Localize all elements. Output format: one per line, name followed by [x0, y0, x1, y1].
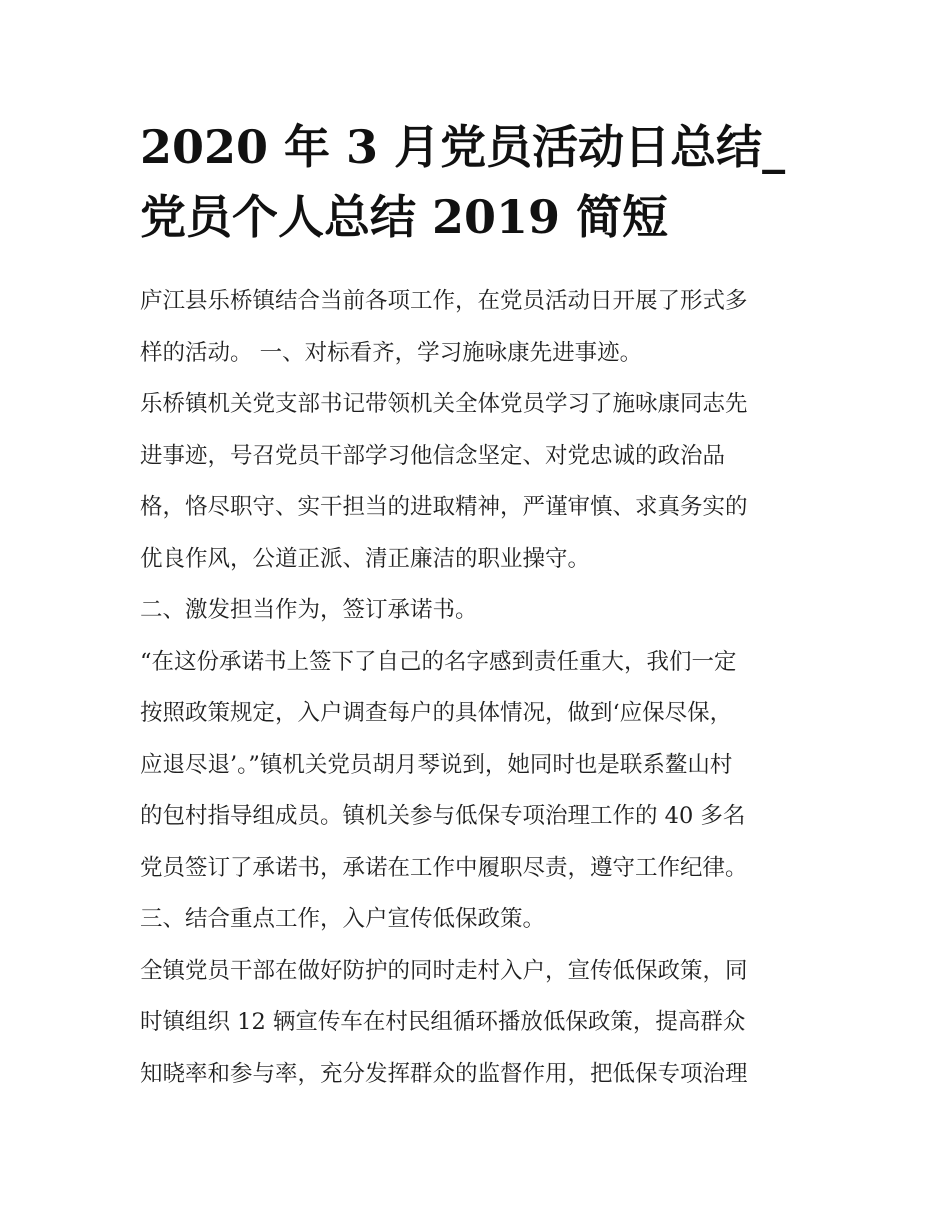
body-line: 党员签订了承诺书，承诺在工作中履职尽责，遵守工作纪律。 — [140, 854, 748, 881]
body-line: 时镇组织 12 辆宣传车在村民组循环播放低保政策，提高群众 — [140, 1009, 746, 1035]
title-line: 2020 年 3 月党员活动日总结_ — [140, 120, 786, 174]
body-line: 按照政策规定，入户调查每户的具体情况，做到‘应保尽保， — [140, 700, 733, 726]
body-line: 庐江县乐桥镇结合当前各项工作，在党员活动日开展了形式多 — [140, 288, 748, 314]
body-line: 应退尽退’。”镇机关党员胡月琴说到，她同时也是联系鳌山村 — [140, 751, 733, 778]
body-line: 优良作风，公道正派、清正廉洁的职业操守。 — [140, 545, 591, 572]
body-line: 全镇党员干部在做好防护的同时走村入户，宣传低保政策，同 — [140, 957, 748, 984]
body-line: 三、结合重点工作，入户宣传低保政策。 — [140, 906, 546, 932]
body-line: “在这份承诺书上签下了自己的名字感到责任重大，我们一定 — [140, 648, 737, 675]
document-title — [140, 112, 830, 252]
body-line: 乐桥镇机关党支部书记带领机关全体党员学习了施咏康同志先 — [140, 391, 748, 417]
document-body — [140, 276, 820, 1100]
body-line: 二、激发担当作为，签订承诺书。 — [140, 597, 478, 623]
body-line: 格，恪尽职守、实干担当的进取精神，严谨审慎、求真务实的 — [140, 494, 748, 520]
body-line: 知晓率和参与率，充分发挥群众的监督作用，把低保专项治理 — [140, 1060, 748, 1087]
body-line: 的包村指导组成员。镇机关参与低保专项治理工作的 40 多名 — [140, 803, 746, 829]
title-line: 党员个人总结 2019 简短 — [140, 190, 669, 244]
body-line: 进事迹，号召党员干部学习他信念坚定、对党忠诚的政治品 — [140, 442, 726, 469]
body-line: 样的活动。 一、对标看齐，学习施咏康先进事迹。 — [140, 339, 643, 366]
